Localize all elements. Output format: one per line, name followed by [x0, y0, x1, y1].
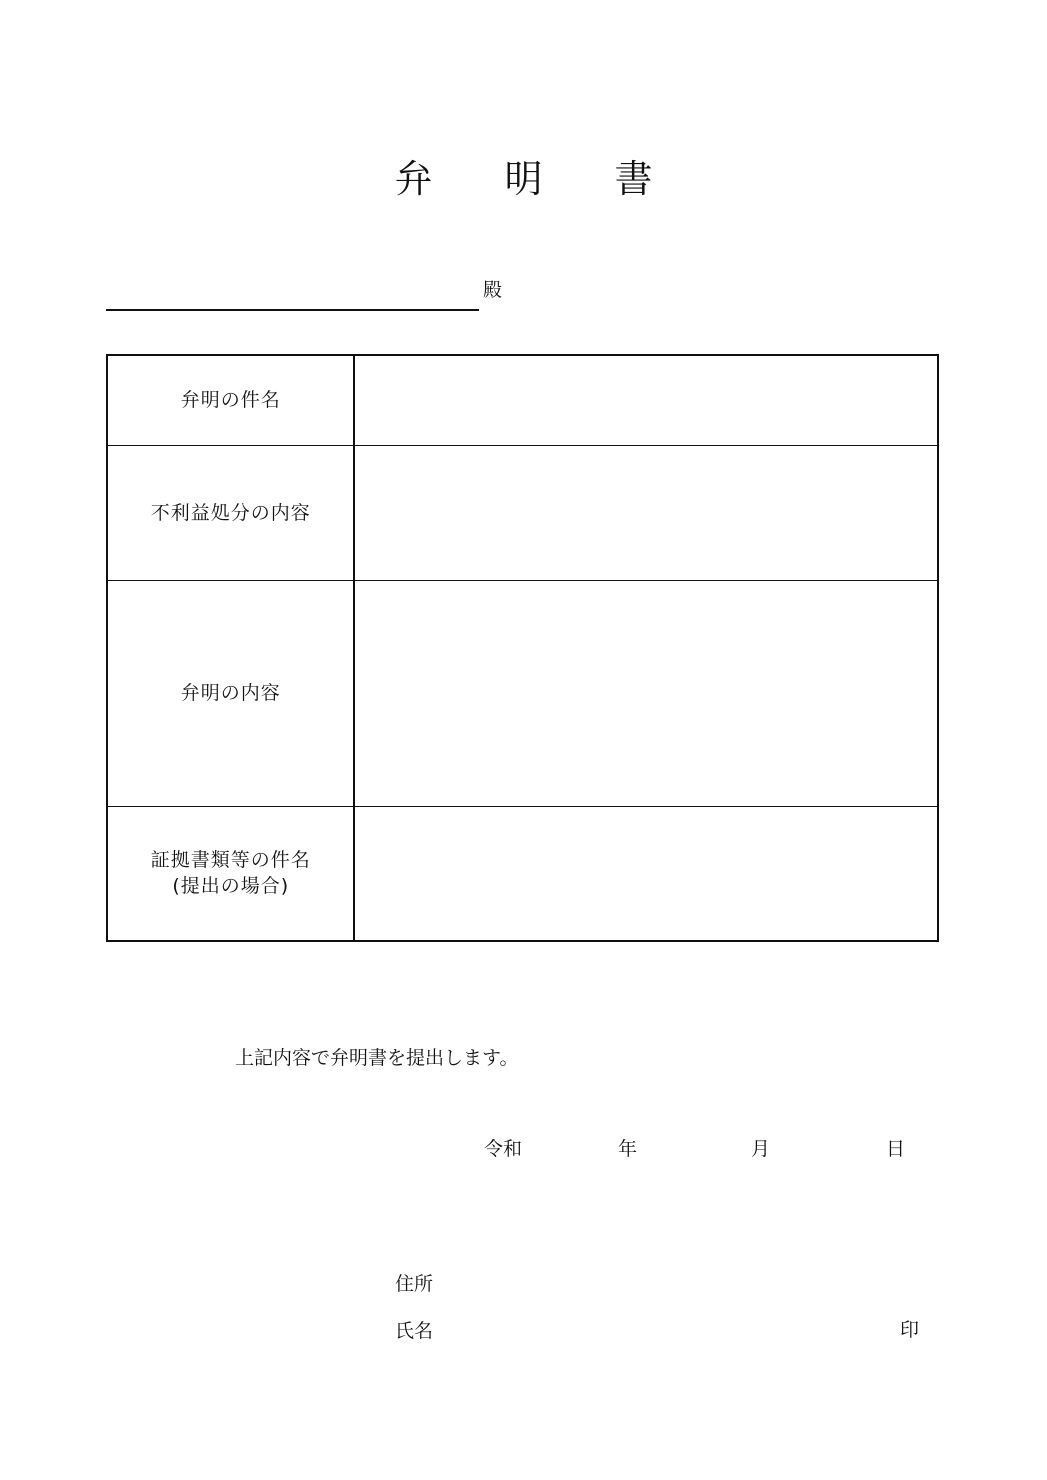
title-char-2: 明: [504, 157, 543, 201]
table-row: [107, 355, 938, 445]
field-explanation[interactable]: [354, 580, 938, 806]
evidence-label-note: (提出の場合): [172, 875, 290, 898]
field-subject[interactable]: [354, 355, 938, 445]
evidence-label-main: 証拠書類等の件名: [150, 849, 311, 872]
table-row: [107, 580, 938, 806]
explanation-form-table: [106, 354, 939, 942]
document-title: [0, 148, 1047, 203]
title-char-3: 書: [614, 157, 653, 201]
date-month-unit: 月: [751, 1138, 771, 1160]
address-label: 住所: [395, 1273, 434, 1295]
row-label-evidence: [107, 806, 354, 941]
row-label-explanation: 弁明の内容: [107, 580, 354, 806]
name-label: 氏名: [395, 1320, 434, 1342]
date-day-unit: 日: [886, 1138, 906, 1160]
seal-mark: 印: [900, 1319, 920, 1341]
addressee-suffix: 殿: [483, 279, 503, 301]
addressee-blank-line[interactable]: [106, 309, 479, 311]
row-label-disposition: 不利益処分の内容: [107, 445, 354, 580]
date-era: 令和: [484, 1138, 523, 1160]
table-row: [107, 445, 938, 580]
field-disposition[interactable]: [354, 445, 938, 580]
title-char-1: 弁: [394, 157, 433, 201]
field-evidence[interactable]: [354, 806, 938, 941]
row-label-subject: 弁明の件名: [107, 355, 354, 445]
table-row: [107, 806, 938, 941]
submission-statement: 上記内容で弁明書を提出します。: [235, 1047, 519, 1069]
date-year-unit: 年: [618, 1138, 638, 1160]
